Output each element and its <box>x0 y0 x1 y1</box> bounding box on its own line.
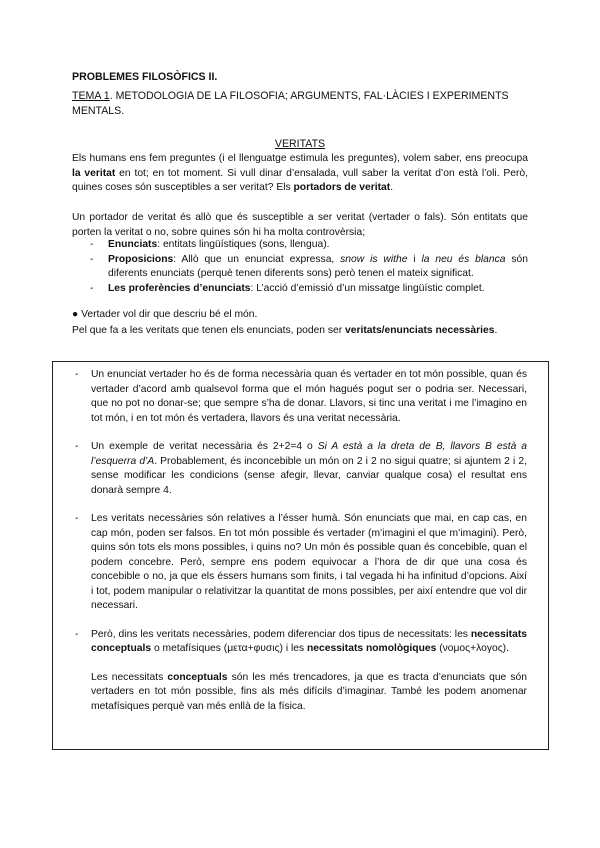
portador-paragraph: Un portador de veritat és allò que és susceptible a ser veritat (vertader o fals). Són entitats que porten la veritat o no, sobre quines són hi ha molta controvèrsia; <box>72 212 528 238</box>
boxed-text: Un enunciat vertader ho és de forma necessària quan és vertader en tot món possible, quan és vertader d’acord amb qualsevol forma que el món hagués pogut ser o podria ser. Necessari, que no pot no donar-se; que sempre s’ha de donar. Llavors, si tinc una veritat i me l’imagino en tot món, i en tot món és vertadera, llavors és una veritat necessària. <box>91 369 527 424</box>
intro-text-1: Els humans ens fem preguntes (i el llenguatge estimula les preguntes), volem saber, ens preocupa <box>72 153 528 164</box>
boxed-text: Un exemple de veritat necessària és 2+2=4 o <box>91 441 318 452</box>
list-dash: - <box>90 253 94 265</box>
boxed-item <box>75 628 527 657</box>
example-italic-2: la neu és blanca <box>421 253 506 265</box>
list-item <box>72 253 528 282</box>
intro-bold-2: portadors de veritat <box>293 182 391 193</box>
list-term: Enunciats <box>108 239 158 250</box>
necessary-bold: veritats/enunciats necessàries <box>345 325 495 336</box>
boxed-bold: conceptuals <box>167 671 228 683</box>
list-term: Proposicions <box>108 253 174 265</box>
boxed-text: Les necessitats <box>91 671 168 683</box>
boxed-text: Però, dins les veritats necessàries, podem diferenciar dos tipus de necessitats: les <box>91 628 471 640</box>
boxed-bold: necessitats nomològiques <box>307 643 437 654</box>
boxed-dash: - <box>75 369 79 380</box>
boxed-dash: - <box>75 513 79 524</box>
boxed-bold: necessitats conceptuals <box>91 628 527 654</box>
list-desc: i <box>407 253 422 265</box>
boxed-item <box>75 512 527 614</box>
intro-text-2: en tot; en tot moment. Si vull dinar d’ensalada, vull saber la veritat d’on està l’oli. Però, quines coses són susceptibles a ser veritat? Els <box>72 167 528 193</box>
tema-label: TEMA 1 <box>72 90 110 102</box>
boxed-paragraph <box>75 671 527 715</box>
example-italic-1: snow is withe <box>340 253 408 265</box>
list-dash: - <box>90 239 94 250</box>
document-subtitle <box>72 89 528 118</box>
list-desc: : entitats lingüístiques (sons, llengua). <box>157 239 330 250</box>
list-desc: : L’acció d’emissió d’un missatge lingüístic complet. <box>250 282 485 294</box>
necessary-text-2: . <box>494 325 498 336</box>
intro-paragraph <box>72 152 528 196</box>
intro-bold-1: la veritat <box>72 167 116 179</box>
intro-text-3: . <box>390 182 394 193</box>
necessary-paragraph <box>72 324 528 339</box>
list-item <box>72 282 528 297</box>
boxed-item <box>75 368 527 426</box>
boxed-text: són les més trencadores, ja que es tracta d’enunciats que són vertaders en tot món possible, fins als més difícils d’imaginar. També les podem anomenar metafísiques perquè van més enllà de la física. <box>91 671 527 712</box>
boxed-text: Les veritats necessàries són relatives a l’ésser humà. Són enunciats que mai, en cap cas, en cap món, poden ser falsos. En tot món possible és vertader (m’imagini el que m’imagini). Però, quins són tots els mons possibles, i quins no? Un món és possible quan és concebible, quan el podem concebre. Però, sempre ens podem equivocar a l’hora de dir que una cosa és concebible o no, ja que els éssers humans som finits, i tal vegada hi ha infinitud d’opcions. Així i tot, podem manipular o relativitzar la quantitat de mons possibles, per així entendre que vol dir necessari. <box>91 513 527 611</box>
boxed-text: . Probablement, és inconcebible un món on 2 i 2 no sigui quatre; si ajuntem 2 i 2, sense modificar les condicions (sense afegir, llevar, canviar qualque cosa) el resultat ens donarà sempre 4. <box>91 455 527 496</box>
list-desc: : Allò que un enunciat expressa, <box>173 253 341 265</box>
list-dash: - <box>90 282 94 294</box>
section-heading: VERITATS <box>274 138 326 150</box>
boxed-text: o metafísiques (μετα+φυσις) i les <box>151 643 307 654</box>
boxed-italic: Si A està a la dreta de B, llavors B està a l’esquerra d’A <box>91 441 527 467</box>
boxed-section <box>52 361 549 750</box>
types-list <box>72 238 528 296</box>
subtitle-text: . METODOLOGIA DE LA FILOSOFIA; ARGUMENTS, FAL·LÀCIES I EXPERIMENTS MENTALS. <box>72 90 509 117</box>
boxed-dash: - <box>75 628 79 640</box>
boxed-content <box>75 368 527 714</box>
boxed-dash: - <box>75 441 79 452</box>
boxed-item <box>75 440 527 498</box>
list-item <box>72 238 528 253</box>
necessary-text-1: Pel que fa a les veritats que tenen els enunciats, poden ser <box>72 325 346 336</box>
list-term: Les proferències d’enunciats <box>108 282 251 294</box>
list-desc: són diferents enunciats (perquè tenen diferents sons) però tenen el mateix significat. <box>108 253 528 279</box>
boxed-text: (νομος+λογος). <box>436 643 509 654</box>
bullet-line: ● Vertader vol dir que descriu bé el món. <box>72 309 258 320</box>
document-title: PROBLEMES FILOSÒFICS II. <box>72 71 218 83</box>
